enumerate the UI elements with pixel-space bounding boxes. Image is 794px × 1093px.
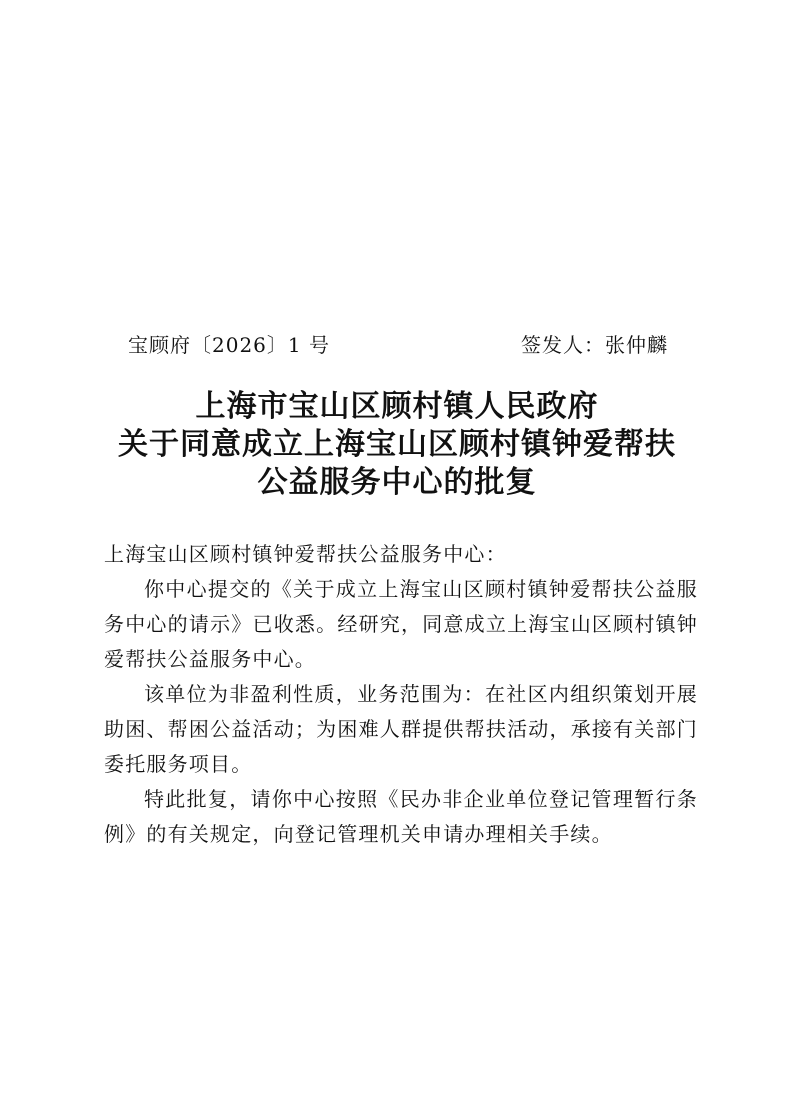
title-line-2: 关于同意成立上海宝山区顾村镇钟爱帮扶 [118, 427, 676, 462]
document-header [128, 330, 668, 360]
body-paragraph-3: 特此批复，请你中心按照《民办非企业单位登记管理暂行条例》的有关规定，向登记管理机关申请办理相关手续。 [104, 787, 698, 846]
signer-line: 签发人：张仲麟 [521, 333, 668, 357]
addressee: 上海宝山区顾村镇钟爱帮扶公益服务中心： [104, 542, 507, 566]
document-body [104, 537, 698, 852]
document-number: 宝顾府〔2026〕1 号 [128, 333, 330, 357]
title-line-3: 公益服务中心的批复 [257, 465, 537, 500]
body-paragraph-1: 你中心提交的《关于成立上海宝山区顾村镇钟爱帮扶公益服务中心的请示》已收悉。经研究，同意成立上海宝山区顾村镇钟爱帮扶公益服务中心。 [104, 577, 698, 671]
body-paragraph-2: 该单位为非盈利性质，业务范围为：在社区内组织策划开展助困、帮困公益活动；为困难人群提供帮扶活动，承接有关部门委托服务项目。 [104, 682, 698, 776]
title-line-1: 上海市宝山区顾村镇人民政府 [195, 389, 599, 424]
document-title [60, 388, 734, 502]
